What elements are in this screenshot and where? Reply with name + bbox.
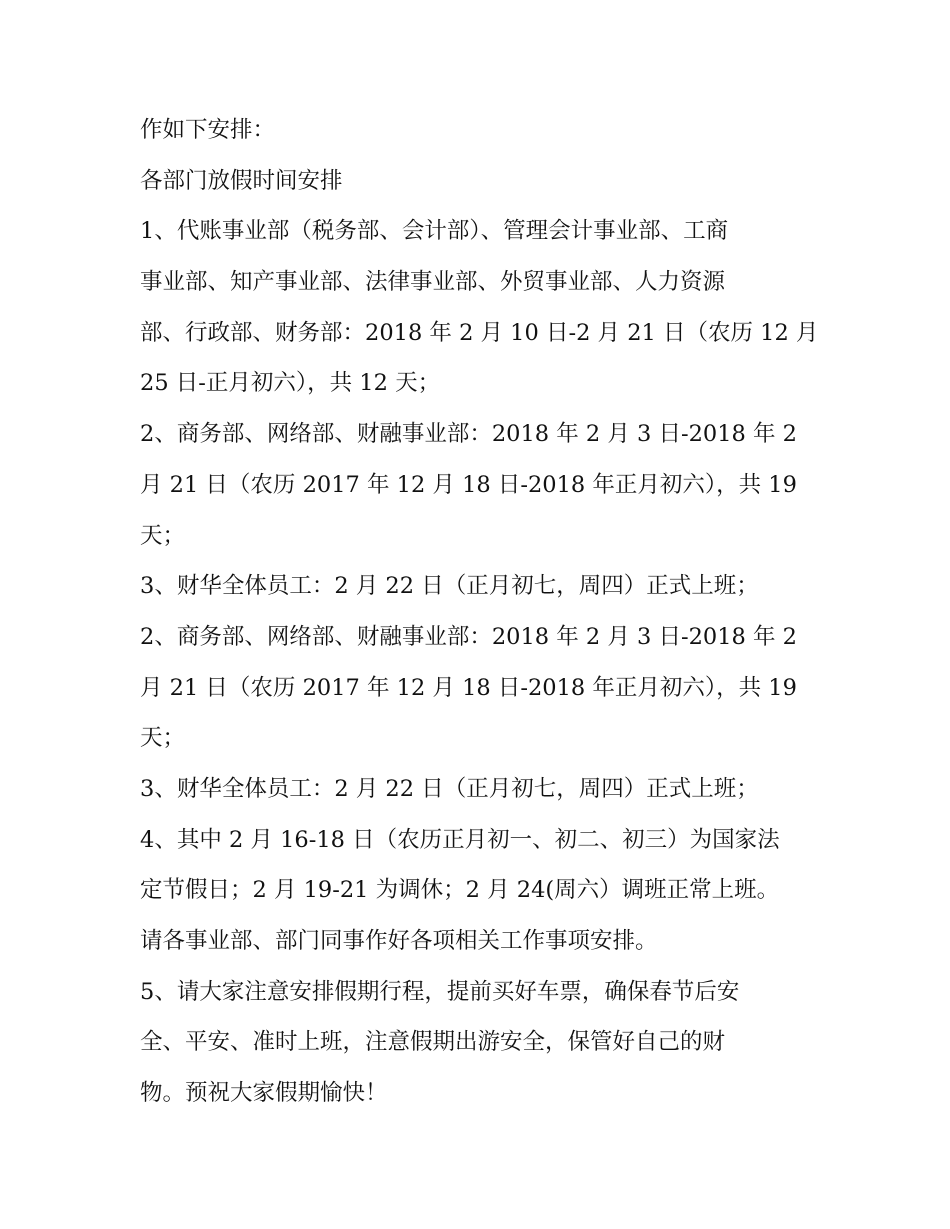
text-line-item-2a-repeat: 2、商务部、网络部、财融事业部：2018 年 2 月 3 日-2018 年 2 <box>140 623 797 650</box>
document-body <box>140 105 819 1119</box>
text-line-item-4b: 定节假日；2 月 19-21 为调休；2 月 24(周六）调班正常上班。 <box>140 877 780 904</box>
text-line-item-3-repeat: 3、财华全体员工：2 月 22 日（正月初七，周四）正式上班； <box>140 775 759 802</box>
text-line-item-2c: 天； <box>140 522 186 549</box>
text-line-item-5c: 物。预祝大家假期愉快！ <box>140 1080 388 1107</box>
text-line-heading: 各部门放假时间安排 <box>140 167 343 194</box>
text-line-intro: 作如下安排： <box>140 117 276 143</box>
text-line-item-4a: 4、其中 2 月 16-18 日（农历正月初一、初二、初三）为国家法 <box>140 826 780 853</box>
text-line-item-4c: 请各事业部、部门同事作好各项相关工作事项安排。 <box>140 928 658 954</box>
text-line-item-2b: 月 21 日（农历 2017 年 12 月 18 日-2018 年正月初六），共 19 <box>140 471 797 498</box>
text-line-item-2a: 2、商务部、网络部、财融事业部：2018 年 2 月 3 日-2018 年 2 <box>140 421 797 448</box>
text-line-item-2c-repeat: 天； <box>140 725 186 752</box>
text-line-item-5a: 5、请大家注意安排假期行程，提前买好车票，确保春节后安 <box>140 978 740 1005</box>
text-line-item-1b: 事业部、知产事业部、法律事业部、外贸事业部、人力资源 <box>140 269 726 296</box>
text-line-item-3: 3、财华全体员工：2 月 22 日（正月初七，周四）正式上班； <box>140 573 759 600</box>
text-line-item-2b-repeat: 月 21 日（农历 2017 年 12 月 18 日-2018 年正月初六），共 19 <box>140 674 797 701</box>
text-line-item-1c: 部、行政部、财务部：2018 年 2 月 10 日-2 月 21 日（农历 12 月 <box>140 319 819 346</box>
text-line-item-1a: 1、代账事业部（税务部、会计部）、管理会计事业部、工商 <box>140 218 729 245</box>
text-line-item-1d: 25 日-正月初六），共 12 天； <box>140 370 441 397</box>
text-line-item-5b: 全、平安、准时上班，注意假期出游安全，保管好自己的财 <box>140 1029 726 1056</box>
